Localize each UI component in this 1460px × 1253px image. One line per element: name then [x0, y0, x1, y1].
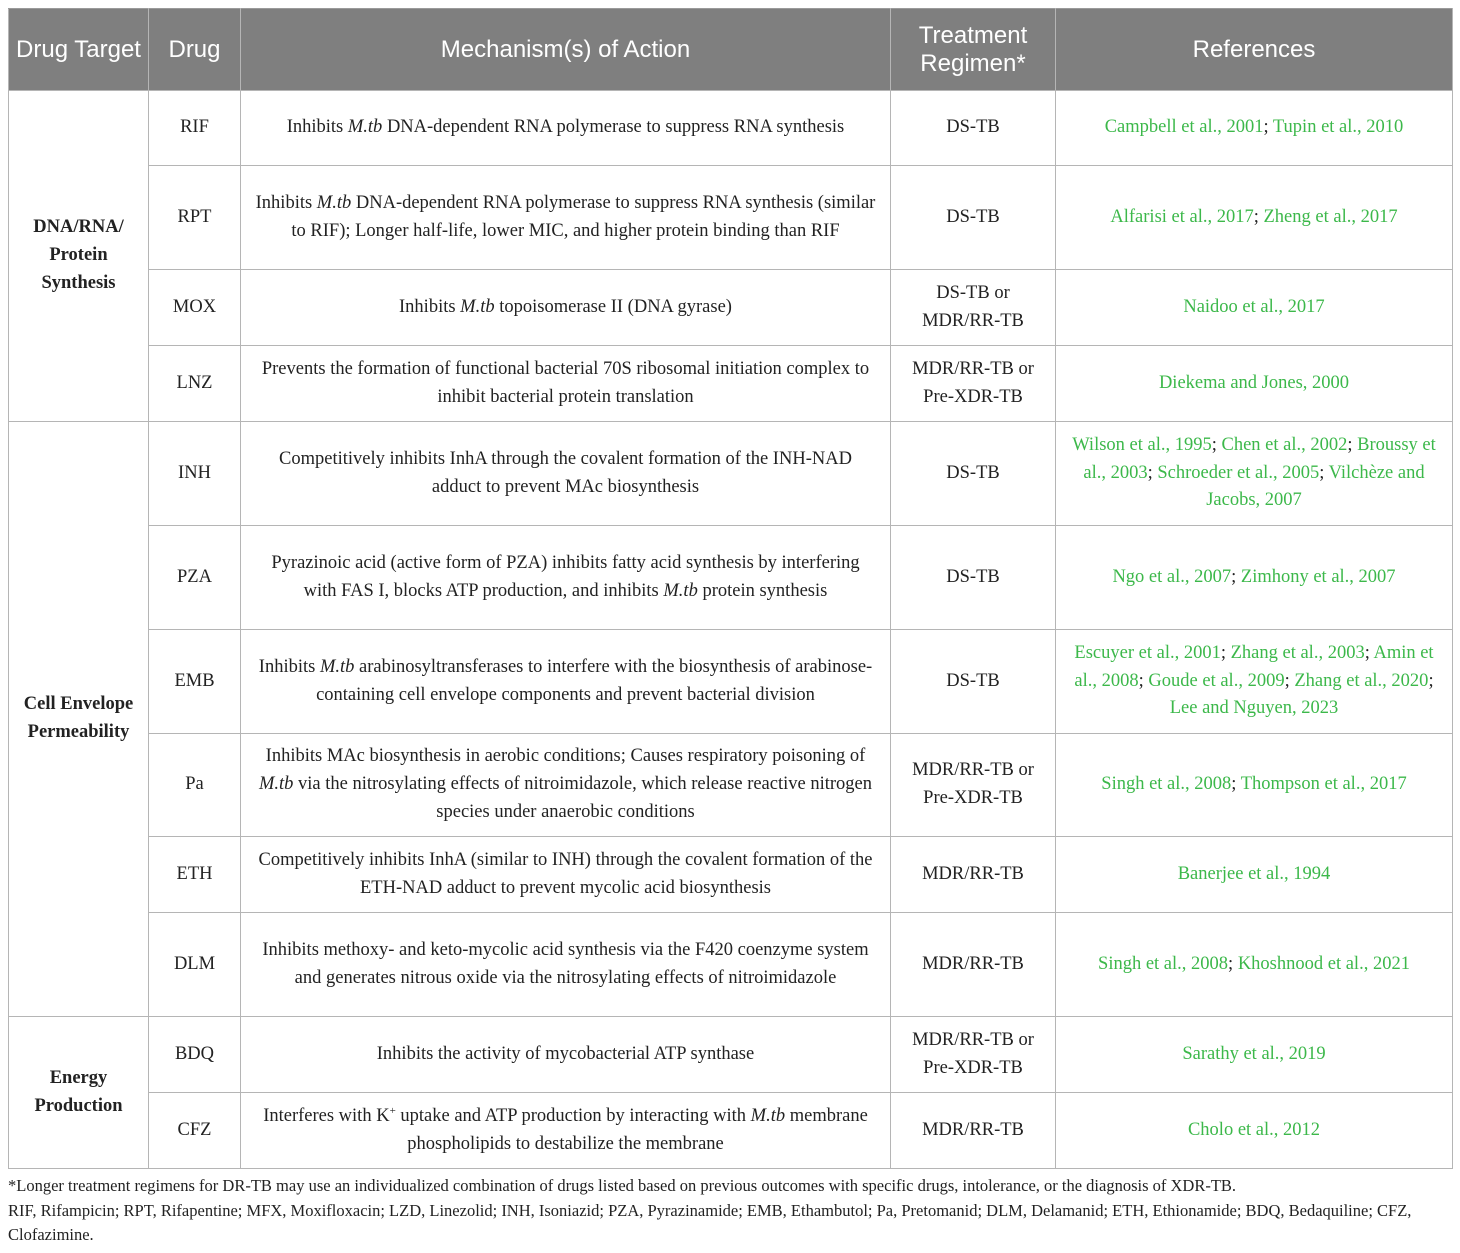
reference-separator: ;	[1284, 670, 1295, 691]
mechanism-text: Inhibits methoxy- and keto-mycolic acid synthesis via the F420 coenzyme system and generates nitrous oxide via the nitrosylating effects of nitroimidazole	[262, 939, 869, 988]
reference-link[interactable]: Zimhony et al., 2007	[1240, 566, 1396, 587]
reference-link[interactable]: Zhang et al., 2003	[1230, 642, 1365, 663]
regimen-cell: DS-TB	[891, 166, 1056, 270]
reference-link[interactable]: Ngo et al., 2007	[1112, 566, 1232, 587]
reference-link[interactable]: Naidoo et al., 2017	[1183, 296, 1325, 317]
reference-link[interactable]: Zheng et al., 2017	[1263, 206, 1398, 227]
mechanism-text: Inhibits	[258, 656, 320, 677]
table-row	[9, 422, 1453, 526]
references-cell	[1056, 1017, 1453, 1093]
reference-separator: ;	[1319, 462, 1329, 483]
reference-link[interactable]: Singh et al., 2008	[1101, 774, 1232, 795]
header-regimen: Treatment Regimen*	[891, 9, 1056, 91]
regimen-cell: MDR/RR-TB or Pre-XDR-TB	[891, 734, 1056, 837]
mechanism-cell	[241, 630, 891, 734]
reference-link[interactable]: Diekema and Jones, 2000	[1158, 372, 1350, 393]
mechanism-text: Inhibits MAc biosynthesis in aerobic conditions; Causes respiratory poisoning of	[265, 746, 866, 767]
references-cell	[1056, 913, 1453, 1017]
regimen-cell: MDR/RR-TB or Pre-XDR-TB	[891, 346, 1056, 422]
mechanism-cell	[241, 166, 891, 270]
reference-link[interactable]: Banerjee et al., 1994	[1177, 863, 1331, 884]
mechanism-cell	[241, 1017, 891, 1093]
mechanism-text: topoisomerase II (DNA gyrase)	[494, 296, 732, 317]
mechanism-text: Interferes with K	[263, 1105, 390, 1126]
reference-separator: ;	[1228, 953, 1238, 974]
regimen-cell: DS-TB	[891, 91, 1056, 166]
reference-link[interactable]: Khoshnood et al., 2021	[1237, 953, 1410, 974]
mechanism-text: Competitively inhibits InhA through the covalent formation of the INH-NAD adduct to prevent MAc biosynthesis	[279, 448, 852, 497]
organism-name: M.tb	[750, 1105, 786, 1126]
mechanism-cell	[241, 91, 891, 166]
organism-name: M.tb	[347, 117, 383, 138]
mechanism-text: Inhibits	[255, 192, 317, 213]
table-row	[9, 1093, 1453, 1169]
references-cell	[1056, 630, 1453, 734]
references-cell	[1056, 91, 1453, 166]
references-cell	[1056, 734, 1453, 837]
mechanism-text: Prevents the formation of functional bacterial 70S ribosomal initiation complex to inhibit bacterial protein translation	[261, 358, 870, 407]
header-references: References	[1056, 9, 1453, 91]
mechanism-superscript: +	[389, 1104, 396, 1117]
reference-link[interactable]: Lee and Nguyen, 2023	[1169, 698, 1339, 719]
drug-cell: EMB	[149, 630, 241, 734]
regimen-cell: DS-TB	[891, 422, 1056, 526]
mechanism-text: Inhibits	[399, 296, 461, 317]
mechanism-cell	[241, 837, 891, 913]
reference-link[interactable]: Thompson et al., 2017	[1240, 774, 1407, 795]
mechanism-text: Inhibits the activity of mycobacterial ATP synthase	[376, 1043, 755, 1064]
mechanism-text: DNA-dependent RNA polymerase to suppress RNA synthesis	[382, 117, 845, 138]
drug-mechanism-table	[8, 8, 1453, 1169]
regimen-cell: MDR/RR-TB	[891, 1093, 1056, 1169]
mechanism-text: DNA-dependent RNA polymerase to suppress RNA synthesis (similar to RIF); Longer half-life, lower MIC, and higher protein binding than RIF	[291, 192, 876, 241]
references-cell	[1056, 346, 1453, 422]
reference-link[interactable]: Vilchèze and Jacobs, 2007	[1206, 462, 1425, 511]
table-row	[9, 837, 1453, 913]
reference-separator: ;	[1253, 206, 1264, 227]
reference-link[interactable]: Tupin et al., 2010	[1272, 117, 1404, 138]
table-row	[9, 1017, 1453, 1093]
drug-cell: ETH	[149, 837, 241, 913]
drug-table-container	[8, 8, 1452, 1169]
table-row	[9, 630, 1453, 734]
reference-separator: ;	[1428, 670, 1434, 691]
mechanism-cell	[241, 346, 891, 422]
reference-link[interactable]: Amin et al., 2008	[1074, 642, 1434, 691]
references-cell	[1056, 422, 1453, 526]
mechanism-cell	[241, 526, 891, 630]
organism-name: M.tb	[663, 580, 698, 601]
reference-separator: ;	[1211, 434, 1222, 455]
drug-cell: LNZ	[149, 346, 241, 422]
regimen-cell: DS-TB	[891, 630, 1056, 734]
drug-target-cell: Cell Envelope Permeability	[9, 422, 149, 1017]
drug-cell: RIF	[149, 91, 241, 166]
reference-link[interactable]: Singh et al., 2008	[1098, 953, 1229, 974]
table-row	[9, 913, 1453, 1017]
footnote-abbreviations: RIF, Rifampicin; RPT, Rifapentine; MFX, Moxifloxacin; LZD, Linezolid; INH, Isoniazid; PZA, Pyrazinamide; EMB, Ethambutol; Pa, Pretomanid; DLM, Delamanid; ETH, Ethionamide; BDQ, Bedaquiline; CFZ, Clofazimine.	[8, 1200, 1412, 1244]
references-cell	[1056, 1093, 1453, 1169]
drug-cell: INH	[149, 422, 241, 526]
organism-name: M.tb	[316, 192, 352, 213]
organism-name: M.tb	[258, 774, 294, 795]
reference-link[interactable]: Wilson et al., 1995	[1072, 434, 1212, 455]
reference-separator: ;	[1138, 670, 1149, 691]
table-row	[9, 346, 1453, 422]
table-header-row	[9, 9, 1453, 91]
reference-separator: ;	[1347, 434, 1358, 455]
mechanism-text: protein synthesis	[697, 580, 828, 601]
reference-link[interactable]: Escuyer et al., 2001	[1074, 642, 1221, 663]
references-cell	[1056, 526, 1453, 630]
mechanism-text: arabinosyltransferases to interfere with the biosynthesis of arabinose-containing cell envelope components and prevent bacterial division	[316, 656, 873, 705]
mechanism-text: uptake and ATP production by interacting with	[395, 1105, 751, 1126]
table-row	[9, 526, 1453, 630]
reference-link[interactable]: Campbell et al., 2001	[1104, 117, 1264, 138]
drug-target-cell: Energy Production	[9, 1017, 149, 1169]
table-row	[9, 734, 1453, 837]
header-drug: Drug	[149, 9, 241, 91]
reference-link[interactable]: Broussy et al., 2003	[1083, 434, 1436, 483]
mechanism-cell	[241, 270, 891, 346]
reference-link[interactable]: Zhang et al., 2020	[1294, 670, 1429, 691]
mechanism-cell	[241, 734, 891, 837]
regimen-cell: MDR/RR-TB	[891, 913, 1056, 1017]
footnote-regimen-note: *Longer treatment regimens for DR-TB may use an individualized combination of drugs listed based on previous outcomes with specific drugs, intolerance, or the diagnosis of XDR-TB.	[8, 1176, 1237, 1195]
mechanism-text: via the nitrosylating effects of nitroimidazole, which release reactive nitrogen species under anaerobic conditions	[293, 774, 873, 822]
drug-cell: DLM	[149, 913, 241, 1017]
reference-separator: ;	[1364, 642, 1374, 663]
regimen-cell: DS-TB	[891, 526, 1056, 630]
drug-cell: BDQ	[149, 1017, 241, 1093]
header-mechanism: Mechanism(s) of Action	[241, 9, 891, 91]
references-cell	[1056, 166, 1453, 270]
mechanism-cell	[241, 913, 891, 1017]
mechanism-text: Competitively inhibits InhA (similar to INH) through the covalent formation of the ETH-NAD adduct to prevent mycolic acid biosynthesis	[258, 849, 873, 898]
reference-link[interactable]: Goude et al., 2009	[1148, 670, 1285, 691]
regimen-cell: DS-TB or MDR/RR-TB	[891, 270, 1056, 346]
references-cell	[1056, 837, 1453, 913]
regimen-cell: MDR/RR-TB or Pre-XDR-TB	[891, 1017, 1056, 1093]
mechanism-cell	[241, 1093, 891, 1169]
organism-name: M.tb	[460, 296, 495, 317]
regimen-cell: MDR/RR-TB	[891, 837, 1056, 913]
mechanism-text: Pyrazinoic acid (active form of PZA) inhibits fatty acid synthesis by interfering with FAS I, blocks ATP production, and inhibits	[271, 552, 860, 601]
reference-separator: ;	[1220, 642, 1231, 663]
reference-link[interactable]: Chen et al., 2002	[1221, 434, 1348, 455]
reference-separator: ;	[1147, 462, 1158, 483]
organism-name: M.tb	[319, 656, 355, 677]
table-row	[9, 166, 1453, 270]
header-drug-target: Drug Target	[9, 9, 149, 91]
table-footnote	[8, 1174, 1452, 1248]
reference-link[interactable]: Schroeder et al., 2005	[1157, 462, 1320, 483]
reference-link[interactable]: Cholo et al., 2012	[1187, 1119, 1321, 1140]
reference-separator: ;	[1231, 566, 1241, 587]
references-cell	[1056, 270, 1453, 346]
reference-link[interactable]: Alfarisi et al., 2017	[1110, 206, 1254, 227]
drug-cell: PZA	[149, 526, 241, 630]
drug-cell: MOX	[149, 270, 241, 346]
reference-link[interactable]: Sarathy et al., 2019	[1182, 1043, 1326, 1064]
reference-separator: ;	[1263, 117, 1273, 138]
mechanism-cell	[241, 422, 891, 526]
mechanism-text: Inhibits	[286, 117, 348, 138]
table-row	[9, 91, 1453, 166]
reference-separator: ;	[1231, 774, 1241, 795]
table-row	[9, 270, 1453, 346]
drug-cell: RPT	[149, 166, 241, 270]
mechanism-text: membrane phospholipids to destabilize the membrane	[407, 1105, 868, 1154]
drug-cell: Pa	[149, 734, 241, 837]
drug-target-cell: DNA/RNA/ Protein Synthesis	[9, 91, 149, 422]
drug-cell: CFZ	[149, 1093, 241, 1169]
